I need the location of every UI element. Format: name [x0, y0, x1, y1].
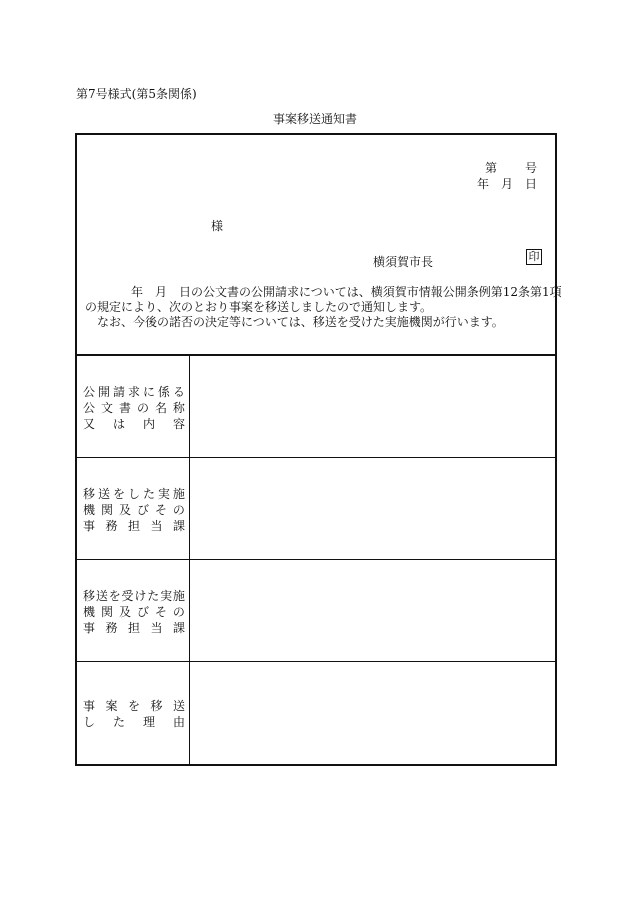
issue-date-day: 日 [524, 177, 537, 191]
notice-form-frame [75, 133, 562, 766]
row-label-line: 機 関 及 び そ の [83, 605, 185, 619]
row-label-line: 事 務 担 当 課 [83, 519, 185, 533]
row-label-request-subject [83, 384, 185, 432]
notice-line-2: の規定により、次のとおり事案を移送しましたので通知します。 [85, 300, 433, 314]
document-number-prefix: 第 [484, 161, 497, 175]
value-cell-transferring-agency[interactable] [190, 458, 555, 559]
row-label-line: 公 文 書 の 名 称 [83, 401, 185, 415]
row-label-receiving-agency [83, 588, 185, 636]
issue-date [477, 175, 537, 192]
row-label-line: 又 は 内 容 [83, 417, 185, 431]
value-cell-request-subject[interactable] [190, 356, 555, 457]
issue-date-month: 月 [500, 177, 513, 191]
row-label-line: 公 開 請 求 に 係 る [83, 385, 185, 399]
row-label-line: 事 務 担 当 課 [83, 621, 185, 635]
row-label-line: 移 送 を 受 け た 実 施 [83, 589, 185, 603]
notice-line-3: なお、今後の諾否の決定等については、移送を受けた実施機関が行います。 [97, 315, 504, 329]
document-title: 事案移送通知書 [272, 112, 357, 126]
row-label-line: 機 関 及 び そ の [83, 503, 185, 517]
value-cell-receiving-agency[interactable] [190, 560, 555, 661]
document-number-suffix: 号 [524, 161, 537, 175]
row-label-line: 移 送 を し た 実 施 [83, 487, 185, 501]
addressee-honorific: 様 [211, 219, 224, 233]
row-label-line: 事 案 を 移 送 [83, 699, 185, 713]
notice-line-1: 年 月 日の公文書の公開請求については、横須賀市情報公開条例第12条第1項 [131, 285, 562, 299]
document-number [485, 159, 537, 176]
row-label-transferring-agency [83, 486, 185, 534]
row-label-transfer-reason [83, 698, 185, 730]
issue-date-year: 年 [476, 177, 489, 191]
seal-mark: 印 [526, 249, 542, 265]
issuer-name: 横須賀市長 [373, 255, 434, 269]
form-number-label: 第7号様式(第5条関係) [76, 87, 197, 101]
value-cell-transfer-reason[interactable] [190, 662, 555, 764]
row-label-line: し た 理 由 [83, 715, 185, 729]
notice-text [85, 285, 562, 330]
